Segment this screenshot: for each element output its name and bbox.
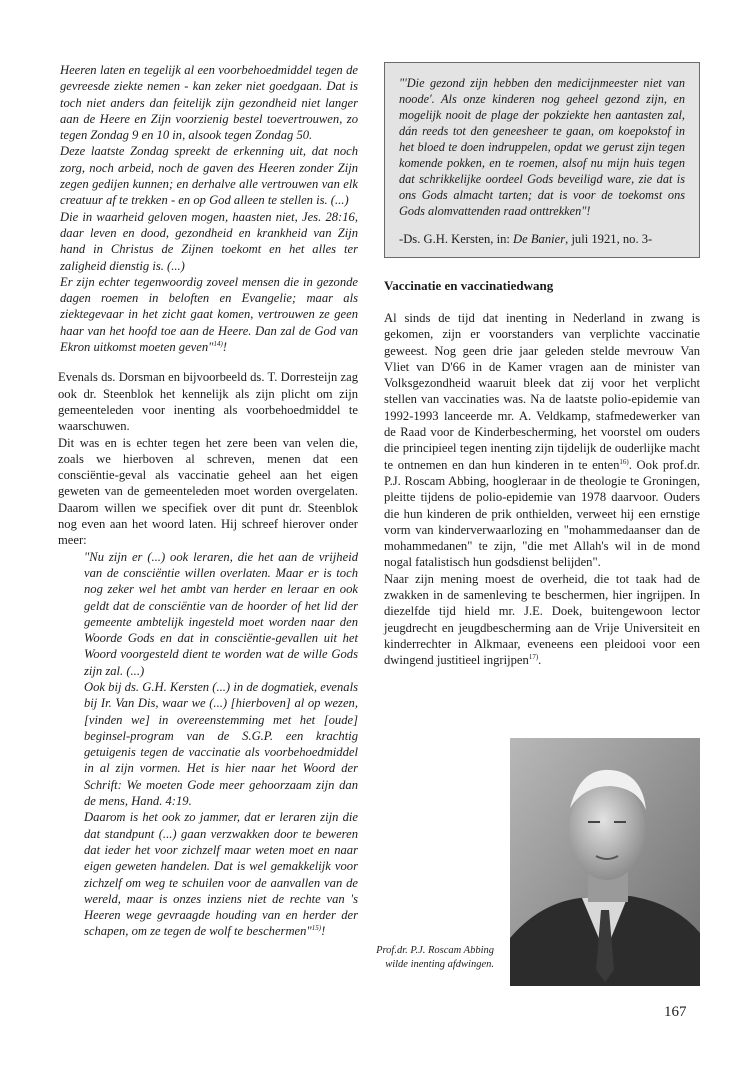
footnote-ref: 17)	[528, 653, 539, 662]
portrait-illustration	[510, 738, 700, 986]
photo-caption: Prof.dr. P.J. Roscam Abbing wilde inenting afdwingen.	[376, 945, 494, 970]
right-column	[384, 62, 700, 669]
quote-2-text: Daarom is het ook zo jammer, dat er leraren zijn die dat standpunt (...) gaan verzwakken door te beweren dat ieder het voor zichzelf maar weten moet en naar eigen geweten handelen. Dat is wel gemakkelijk voor zichzelf om weg te schuilen voor de aanvallen van de wereld, maar is onzes inziens niet de rechte van 's Heeren wege gevraagde houding van en herder der schapen, om ze tegen de wolf te beschermen"	[84, 810, 358, 939]
box-source-suffix: , juli 1921, no. 3-	[565, 232, 653, 246]
body-text-right	[384, 310, 700, 669]
left-column	[58, 62, 358, 940]
quote-2-paragraph: "Nu zijn er (...) ook leraren, die het aan de vrijheid van de consciëntie willen overlaten. Maar er is toch nog zeker wel het ambt van herder en leraar en ook geldt dat de consciëntie van de hoorder of het lid der gemeente ambtelijk ingesteld moet worden naar den Woorde Gods en dat in consciëntie-gevallen uit het Woord voorgesteld dient te worden wat de wille Gods zijn zal. (...)	[84, 549, 358, 678]
exclamation: !	[222, 340, 227, 355]
quote-1-paragraph: Die in waarheid geloven mogen, haasten niet, Jes. 28:16, daar leven en dood, gezondheid en krankheid van Zijn hand in Christus de Zijnen toekomt en het alles ter zaligheid dienstig is. (...)	[60, 209, 358, 273]
portrait-photo	[510, 738, 700, 986]
footnote-ref: 15)	[311, 924, 322, 933]
quote-1-text: Er zijn echter tegenwoordig zoveel mensen die in gezonde dagen roemen in beloften en Evangelie; maar als ziektegevaar in het zicht gaat komen, vertrouwen ze geen haar van het hoofd toe aan de Heere. Dan zal de God van Ekron uitkomst moeten geven"	[60, 274, 358, 355]
box-source	[399, 231, 685, 247]
footnote-ref: 14)	[213, 339, 223, 348]
body-text-left	[58, 369, 358, 548]
footnote-ref: 16)	[619, 457, 629, 466]
paragraph	[384, 310, 700, 571]
paragraph-text: .	[538, 653, 542, 668]
paragraph-text: Naar zijn mening moest de overheid, die tot taak had de zwakken in de samenleving te beschermen, hier ingrijpen. In diezelfde tijd hield mr. J.E. Doek, buitengewoon lector jeugdrecht en jeugdbescherming aan de Vrije Universiteit en kinderrechter in Alkmaar, eveneens een pleidooi voor een dwingend justitieel ingrijpen	[384, 571, 700, 668]
quote-1-paragraph: Deze laatste Zondag spreekt de erkenning uit, dat noch zorg, noch arbeid, noch de gaven des Heeren zonder Zijn zegen gedijen kunnen; en derhalve alle vertrouwen van elk creatuur af te trekken - en op God alleen te stellen is. (...)	[60, 144, 358, 208]
quote-box	[384, 62, 700, 258]
quote-block-1	[60, 62, 358, 355]
quote-2-paragraph: Ook bij ds. G.H. Kersten (...) in de dogmatiek, evenals bij Ir. Van Dis, waar we (...) [hierboven] al op wezen, [vinden we] in overeenstemming met het [oude] beginsel-program van de S.G.P. een krachtig getuigenis tegen de vaccinatie als voorbehoedmiddel in al zijn vormen. Het is hier naar het Woord der Schrift: We moeten Gode meer gehoorzaam zijn dan de mens, Hand. 4:19.	[84, 679, 358, 809]
quote-1-paragraph: Heeren laten en tegelijk al een voorbehoedmiddel tegen de gevreesde ziekte nemen - kan zeker niet goedgaan. Dat is toch niet anders dan feitelijk zijn gezondheid niet langer aan de Heere en Zijn voorzienig bestel toevertrouwen, zo tegen Zondag 9 en 10 in, alsook tegen Zondag 50.	[60, 63, 358, 143]
paragraph: Dit was en is echter tegen het zere been van velen die, zoals we hierboven al schreven, menen dat een consciëntie-geval als vaccinatie geheel aan het eigen geweten van de gemeenteleden moet worden overgelaten. Daarom willen we specifiek over dit punt dr. Steenblok nog even aan het woord laten. Hij schreef hierover onder meer:	[58, 435, 358, 548]
box-source-title: De Banier	[513, 232, 566, 246]
box-quote-text: "'Die gezond zijn hebben den medicijnmeester niet van noode'. Als onze kinderen nog geheel gezond zijn, en mogelijk nooit de plage der pokziekte hen aantasten zal, dán reeds tot den geneesheer te gaan, om koepokstof in het bloed te doen indruppelen, opdat we gerust zijn tegen komende pokken, en te roemen, alsof nu mijn huis tegen dat schrikkelijke oordeel Gods beveiligd ware, zie dat is ons Gods almacht tarten; dat is voor de toekomst ons Gods alomvattenden raad onttrekken"!	[399, 76, 685, 218]
section-heading: Vaccinatie en vaccinatiedwang	[384, 278, 554, 293]
quote-block-2	[84, 549, 358, 940]
paragraph	[384, 571, 700, 669]
paragraph-text: Al sinds de tijd dat inenting in Nederland in zwang is gekomen, zijn er voorstanders van verplichte vaccinatie geweest. Nog geen drie jaar geleden stelde mevrouw Van Vliet van D'66 in de Kamer vragen aan de minister van Volksgezondheid waaruit bleek dat zij voor het verplicht stellen van vaccinaties was. Na de laatste polio-epidemie van 1992-1993 lanceerde mr. A. Veldkamp, stafmedewerker van de Raad voor de Kinderbescherming, het voorstel om ouders die principieel tegen inenting zijn tijdelijk de ouderlijke macht te ontnemen en dan hun kinderen in te enten	[384, 311, 700, 472]
exclamation: !	[321, 924, 326, 939]
page-number: 167	[664, 1004, 687, 1020]
quote-1-paragraph	[60, 274, 358, 355]
quote-2-paragraph	[84, 809, 358, 939]
paragraph-text: . Ook prof.dr. P.J. Roscam Abbing, hoogleraar in de theologie te Groningen, pleitte tijdens de polio-epidemie van 1978 daarvoor. Ouders die hun kinderen de prik onthielden, verweet hij een ernstige vorm van kinderverwaarlozing en "mohammedaanser dan de mohammedanen" te zijn, "die met Allah's wil in de mond nogal fatalistisch hun godsdienst belijden".	[384, 457, 700, 570]
paragraph: Evenals ds. Dorsman en bijvoorbeeld ds. T. Dorresteijn zag ook dr. Steenblok het kennelijk als zijn plicht om zijn gemeenteleden voor inenting als voorbehoedmiddel te waarschuwen.	[58, 370, 358, 434]
box-source-prefix: -Ds. G.H. Kersten, in:	[399, 232, 514, 246]
